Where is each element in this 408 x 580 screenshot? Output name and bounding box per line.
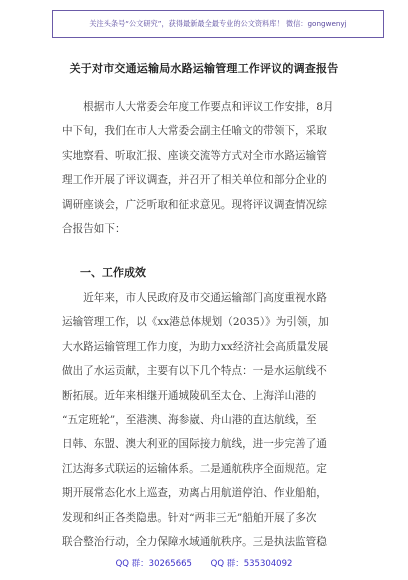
body-line: 联合整治行动，全力保障水域通航秩序。三是执法监管稳 — [62, 536, 327, 549]
body-line: 近年来，市人民政府及市交通运输部门高度重视水路 — [62, 292, 327, 304]
qq-group-left: QQ 群：30265665 — [115, 559, 192, 569]
intro-line: 理工作开展了评议调查，并召开了相关单位和部分企业的 — [62, 174, 327, 187]
body-line: 江达海多式联运的运输体系。二是通航秩序全面规范。定 — [62, 462, 327, 475]
body-line: “五定班轮”，至港澳、海参崴、舟山港的直达航线，至 — [62, 414, 317, 427]
intro-line: 实地察看、听取汇报、座谈交流等方式对全市水路运输管 — [62, 149, 327, 162]
body-line: 运输管理工作，以《xx港总体规划（2035）》为引领，加 — [62, 316, 329, 329]
intro-line: 调研座谈会，广泛听取和征求意见。现将评议调查情况综 — [62, 198, 327, 211]
page-footer — [0, 557, 408, 569]
intro-line: 合报告如下： — [62, 223, 126, 236]
promo-banner — [52, 10, 384, 38]
body-line: 大水路运输管理工作力度，为助力xx经济社会高质量发展 — [62, 340, 329, 353]
body-paragraph — [62, 286, 350, 554]
promo-banner-text: 关注头条号“公文研究”，获得最新最全最专业的公文资料库！ 微信：gongwenyj — [89, 19, 347, 28]
intro-line: 中下旬，我们在市人大常委会副主任喻文的带领下，采取 — [62, 125, 327, 138]
body-line: 日韩、东盟、澳大利亚的国际接力航线，进一步完善了通 — [62, 438, 327, 451]
qq-group-right: QQ 群：535304092 — [210, 559, 293, 569]
body-line: 期开展常态化水上巡查，劝离占用航道停泊、作业船舶， — [62, 487, 327, 500]
intro-line: 根据市人大常委会年度工作要点和评议工作安排，8月 — [62, 101, 334, 113]
intro-paragraph — [62, 95, 350, 241]
document-title: 关于对市交通运输局水路运输管理工作评议的调查报告 — [69, 62, 339, 75]
body-line: 断拓展。近年来相继开通城陵矶至太仓、上海洋山港的 — [62, 389, 317, 402]
body-line: 做出了水运贡献，主要有以下几个特点：一是水运航线不 — [62, 365, 327, 378]
section-heading: 一、工作成效 — [80, 266, 146, 279]
body-line: 发现和纠正各类隐患。针对“两非三无”船舶开展了多次 — [62, 511, 317, 524]
